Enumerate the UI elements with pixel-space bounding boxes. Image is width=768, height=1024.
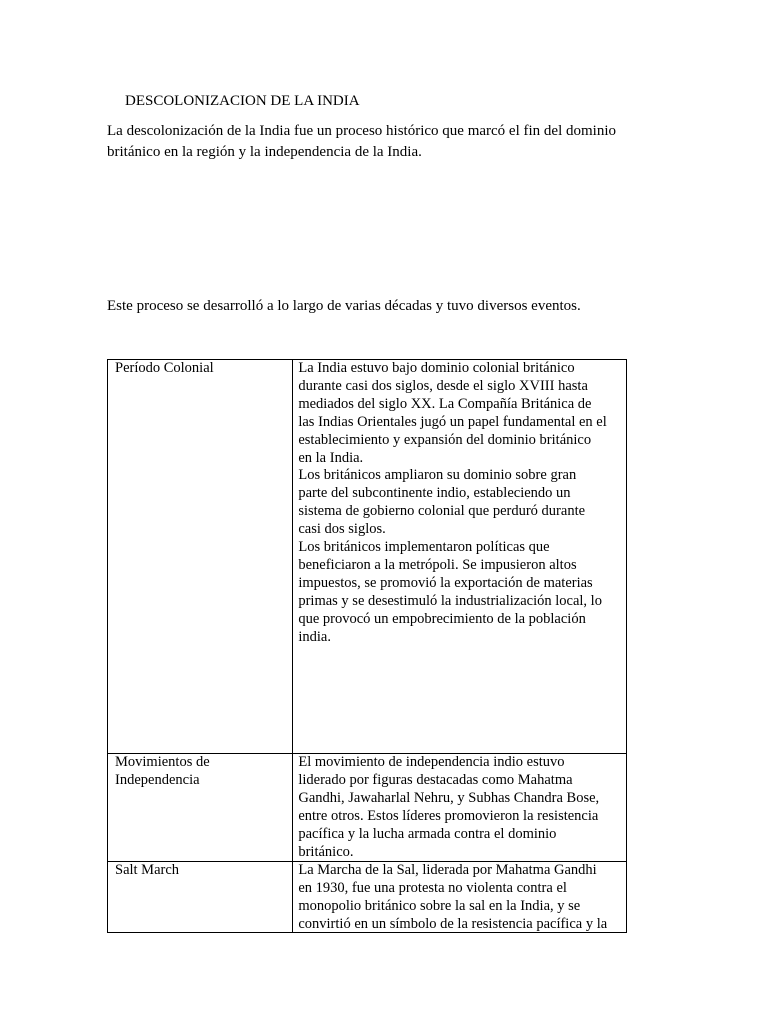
document-title: DESCOLONIZACION DE LA INDIA — [125, 93, 360, 109]
row-label: Período Colonial — [115, 360, 214, 376]
row-text-cell — [293, 754, 627, 862]
table-row — [108, 754, 627, 862]
row-text-line: primas y se desestimuló la industrialización local, lo — [298, 592, 602, 609]
row-text-cell — [293, 862, 627, 933]
row-text-line: parte del subcontinente indio, estableciendo un — [298, 485, 571, 502]
row-text-line: La India estuvo bajo dominio colonial británico — [298, 360, 575, 376]
row-text-line: convirtió en un símbolo de la resistencia pacífica y la — [298, 916, 608, 933]
row-label-cell — [108, 360, 293, 754]
row-text-line: sistema de gobierno colonial que perduró durante — [298, 503, 586, 520]
row-text-line: británico. — [298, 843, 354, 860]
row-text-line: que provocó un empobrecimiento de la población — [298, 610, 586, 627]
row-text-line: liderado por figuras destacadas como Mahatma — [298, 771, 573, 788]
row-text-line: india. — [298, 628, 331, 645]
row-text-line: en la India. — [298, 449, 364, 466]
row-label-cell — [108, 754, 293, 862]
events-table — [107, 359, 627, 933]
row-text-line: pacífica y la lucha armada contra el dominio — [298, 825, 557, 842]
row-text-line: mediados del siglo XX. La Compañía Británica de — [298, 395, 592, 412]
summary-paragraph: Este proceso se desarrolló a lo largo de varias décadas y tuvo diversos eventos. — [107, 298, 581, 314]
row-text-line: casi dos siglos. — [298, 521, 386, 538]
row-label: Salt March — [115, 862, 180, 879]
row-text-line: beneficiaron a la metrópoli. Se impusieron altos — [298, 556, 577, 573]
row-text-line: Los británicos implementaron políticas que — [298, 539, 550, 556]
row-label: Movimientos de — [115, 754, 210, 770]
row-text-line: La Marcha de la Sal, liderada por Mahatma Gandhi — [298, 862, 597, 879]
intro-line: británico en la región y la independencia de la India. — [107, 144, 422, 160]
row-text-line: monopolio británico sobre la sal en la India, y se — [298, 898, 581, 915]
row-label-cell — [108, 862, 293, 933]
row-text-line: El movimiento de independencia indio estuvo — [298, 754, 565, 770]
intro-line: La descolonización de la India fue un proceso histórico que marcó el fin del dominio — [107, 123, 616, 139]
row-text-cell — [293, 360, 627, 754]
row-text-line: Gandhi, Jawaharlal Nehru, y Subhas Chandra Bose, — [298, 789, 600, 806]
row-label: Independencia — [115, 771, 200, 788]
row-text-line: en 1930, fue una protesta no violenta contra el — [298, 880, 567, 897]
row-text-line: durante casi dos siglos, desde el siglo XVIII hasta — [298, 377, 588, 394]
row-text-line: impuestos, se promovió la exportación de materias — [298, 574, 593, 591]
row-text-line: las Indias Orientales jugó un papel fundamental en el — [298, 413, 607, 430]
row-text-line: Los británicos ampliaron su dominio sobre gran — [298, 467, 577, 484]
intro-paragraph — [107, 121, 667, 163]
table-row — [108, 862, 627, 933]
row-text-line: establecimiento y expansión del dominio británico — [298, 431, 592, 448]
table-row — [108, 360, 627, 754]
row-text-line: entre otros. Estos líderes promovieron la resistencia — [298, 807, 599, 824]
